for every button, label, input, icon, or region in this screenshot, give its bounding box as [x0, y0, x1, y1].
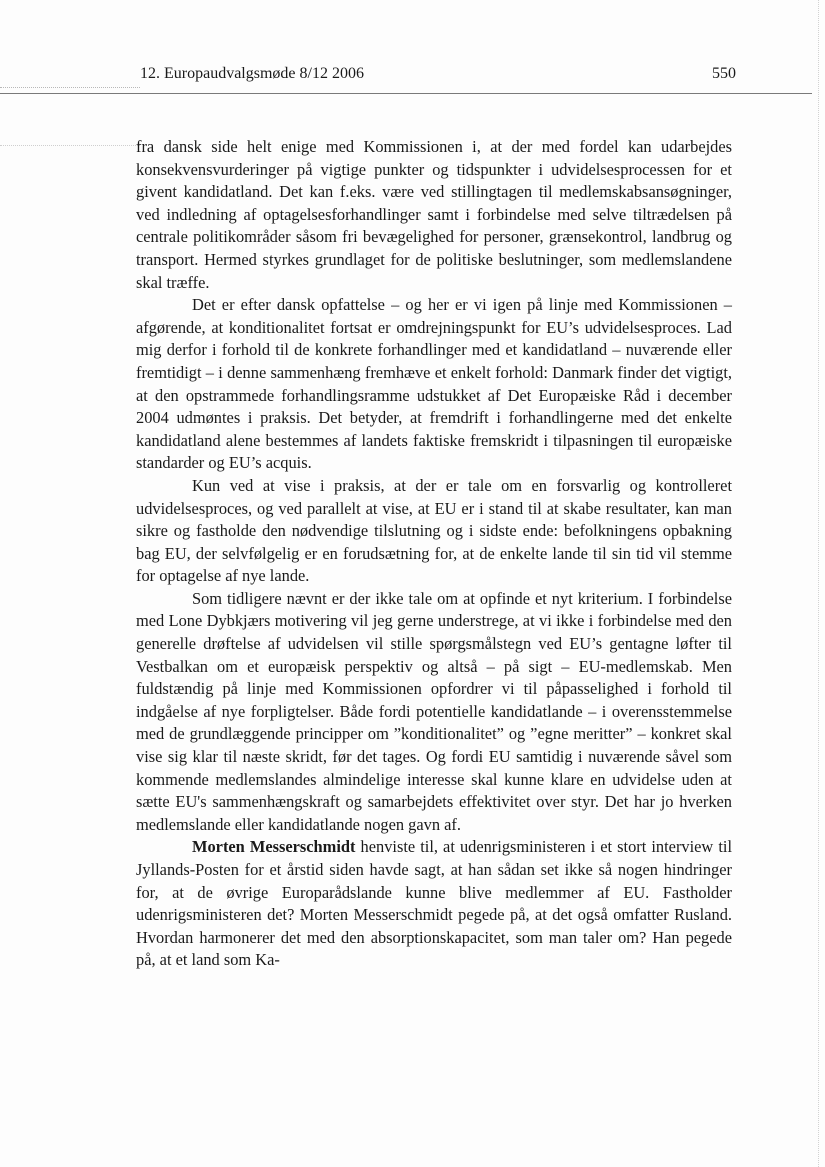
scan-edge-line — [818, 0, 819, 1167]
paragraph — [136, 294, 732, 475]
body-text — [136, 136, 732, 972]
paragraph-text: Det er efter dansk opfattelse – og her er vi igen på linje med Kommissionen – afgørende, at konditionalitet fortsat er omdrejningspunkt for EU’s udvidelsesproces. Lad mig derfor i forhold til de konkrete forhandlinger med et kandidatland – nuværende eller fremtidigt – i denne sammenhæng fremhæve et enkelt forhold: Danmark finder det vigtigt, at den opstrammede forhandlingsramme udstukket af Det Europæiske Råd i december 2004 udmøntes i praksis. Det betyder, at fremdrift i forhandlingerne med det enkelte kandidatland alene bestemmes af landets faktiske fremskridt i tilpasningen til europæiske standarder og EU’s acquis. — [136, 295, 732, 473]
header-dotted-rule — [0, 87, 140, 88]
page-number: 550 — [712, 65, 736, 82]
paragraph — [136, 836, 732, 972]
header-rule — [0, 93, 812, 94]
margin-dotted-mark — [0, 145, 140, 146]
running-header — [140, 64, 736, 88]
paragraph-text: Kun ved at vise i praksis, at der er tale om en forsvarlig og kontrolleret udvidelsesproces, og ved parallelt at vise, at EU er i stand til at skabe resultater, kan man sikre og fastholde den nødvendige tilslutning og i sidste ende: befolkningens opbakning bag EU, der selvfølgelig er en forudsætning for, at de enkelte lande til sin tid vil stemme for optagelse af nye lande. — [136, 475, 732, 586]
header-title: 12. Europaudvalgsmøde 8/12 2006 — [140, 65, 364, 82]
paragraph-text: henviste til, at udenrigsministeren i et stort interview til Jyllands-Posten for et årstid siden havde sagt, at han sådan set ikke så nogen hindringer for, at de øvrige Europarådslande kunne blive medlemmer af EU. Fastholder udenrigsministeren det? Morten Messerschmidt pegede på, at det også omfatter Rusland. Hvordan harmonerer det med den absorptionskapacitet, som man taler om? Han pegede på, at et land som Ka- — [136, 837, 732, 970]
paragraph — [136, 136, 732, 294]
paragraph-text: fra dansk side helt enige med Kommissionen i, at der med fordel kan udarbejdes konsekvensvurderinger på vigtige punkter og tidspunkter i udvidelsesprocessen for et givent kandidatland. Det kan f.eks. være ved stillingtagen til medlemskabsansøgninger, ved indledning af optagelsesforhandlinger samt i forbindelse med selve tiltrædelsen på centrale politikområder såsom fri bevægelighed for personer, grænsekontrol, landbrug og transport. Hermed styrkes grundlaget for de politiske beslutninger, som medlemslandene skal træffe. — [136, 137, 732, 292]
paragraph — [136, 588, 732, 837]
paragraph — [136, 475, 732, 588]
paragraph-text: Som tidligere nævnt er der ikke tale om at opfinde et nyt kriterium. I forbindelse med Lone Dybkjærs motivering vil jeg gerne understrege, at vi ikke i forbindelse med den generelle drøftelse af udvidelsen vil stille spørgsmålstegn ved EU’s gentagne løfter til Vestbalkan om et europæisk perspektiv og altså – på sigt – EU-medlemskab. Men fuldstændig på linje med Kommissionen opfordrer vi til påpasselighed i forhold til indgåelse af nye forpligtelser. Både fordi potentielle kandidatlande – i overensstemmelse med de grundlæggende principper om ”konditionalitet” og ”egne meritter” – konkret skal vise sig klar til næste skridt, før det tages. Og fordi EU samtidig i nuværende såvel som kommende medlemslandes almindelige interesse skal kunne klare en udvidelse uden at sætte EU's sammenhængskraft og samarbejdets effektivitet over styr. Det har jo hverken medlemslande eller kandidatlande nogen gavn af. — [136, 588, 732, 834]
speaker-name: Morten Messerschmidt — [192, 837, 356, 857]
